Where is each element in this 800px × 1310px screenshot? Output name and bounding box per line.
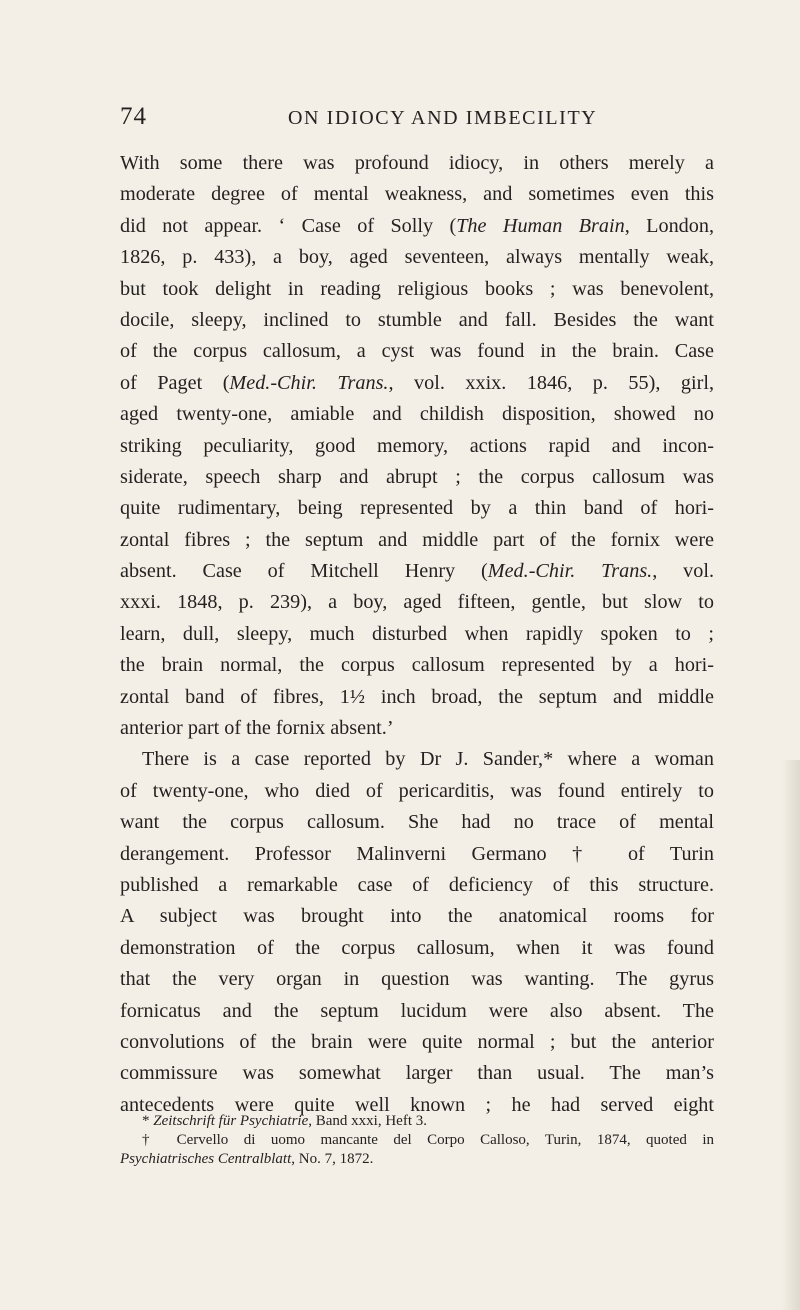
body-line: With some there was profound idiocy, in others merely a [120,152,714,174]
body-line: convolutions of the brain were quite normal ; but the anterior [120,1030,714,1053]
body-line: zontal band of fibres, 1½ inch broad, the septum and middle [120,685,714,708]
body-line: want the corpus callosum. She had no trace of mental [120,811,714,834]
body-line: absent. Case of Mitchell Henry (Med.-Chir. Trans., vol. [120,560,715,583]
footnote-line: Psychiatrisches Centralblatt, No. 7, 1872. [120,1151,374,1167]
body-line: anterior part of the fornix absent.’ [120,717,394,740]
body-line: commissure was somewhat larger than usual. The man’s [120,1062,714,1085]
body-line: derangement. Professor Malinverni Germano † of Turin [120,842,714,865]
footnote-line: † Cervello di uomo mancante del Corpo Calloso, Turin, 1874, quoted in [142,1132,714,1148]
body-line: fornicatus and the septum lucidum were also absent. The [120,999,714,1022]
body-line: moderate degree of mental weakness, and sometimes even this [120,183,714,206]
body-line: A subject was brought into the anatomical rooms for [120,905,714,928]
body-line: zontal fibres ; the septum and middle part of the fornix were [120,528,714,551]
body-line: of twenty-one, who died of pericarditis, was found entirely to [120,779,714,802]
body-line: published a remarkable case of deficiency of this structure. [120,873,714,896]
footnotes [120,1112,714,1169]
body-line: xxxi. 1848, p. 239), a boy, aged fifteen, gentle, but slow to [120,591,714,614]
running-head [120,103,720,133]
body-line: quite rudimentary, being represented by a thin band of hori- [120,497,714,520]
body-line: learn, dull, sleepy, much disturbed when rapidly spoken to ; [120,622,714,645]
page-number: 74 [120,103,147,130]
footnote-line: * Zeitschrift für Psychiatrie, Band xxxi, Heft 3. [142,1113,427,1129]
body-line: the brain normal, the corpus callosum represented by a hori- [120,654,714,677]
body-line: of the corpus callosum, a cyst was found in the brain. Case [120,340,714,363]
body-line: that the very organ in question was wanting. The gyrus [120,968,714,991]
body-line: aged twenty-one, amiable and childish disposition, showed no [120,403,714,426]
body-line: of Paget (Med.-Chir. Trans., vol. xxix. 1846, p. 55), girl, [120,371,714,394]
body-line: There is a case reported by Dr J. Sander,* where a woman [142,748,714,771]
page-edge-shadow [782,760,800,1310]
running-title: ON IDIOCY AND IMBECILITY [288,107,598,129]
body-line: docile, sleepy, inclined to stumble and fall. Besides the want [120,308,714,331]
body-text [120,148,714,1121]
body-line: striking peculiarity, good memory, actions rapid and incon- [120,434,714,457]
body-line: demonstration of the corpus callosum, when it was found [120,936,714,959]
body-line: 1826, p. 433), a boy, aged seventeen, always mentally weak, [120,246,714,269]
body-line: siderate, speech sharp and abrupt ; the corpus callosum was [120,465,714,488]
body-line: did not appear. ‘ Case of Solly (The Human Brain, London, [120,214,714,237]
body-line: antecedents were quite well known ; he had served eight [120,1093,714,1116]
body-line: but took delight in reading religious books ; was benevolent, [120,277,714,300]
